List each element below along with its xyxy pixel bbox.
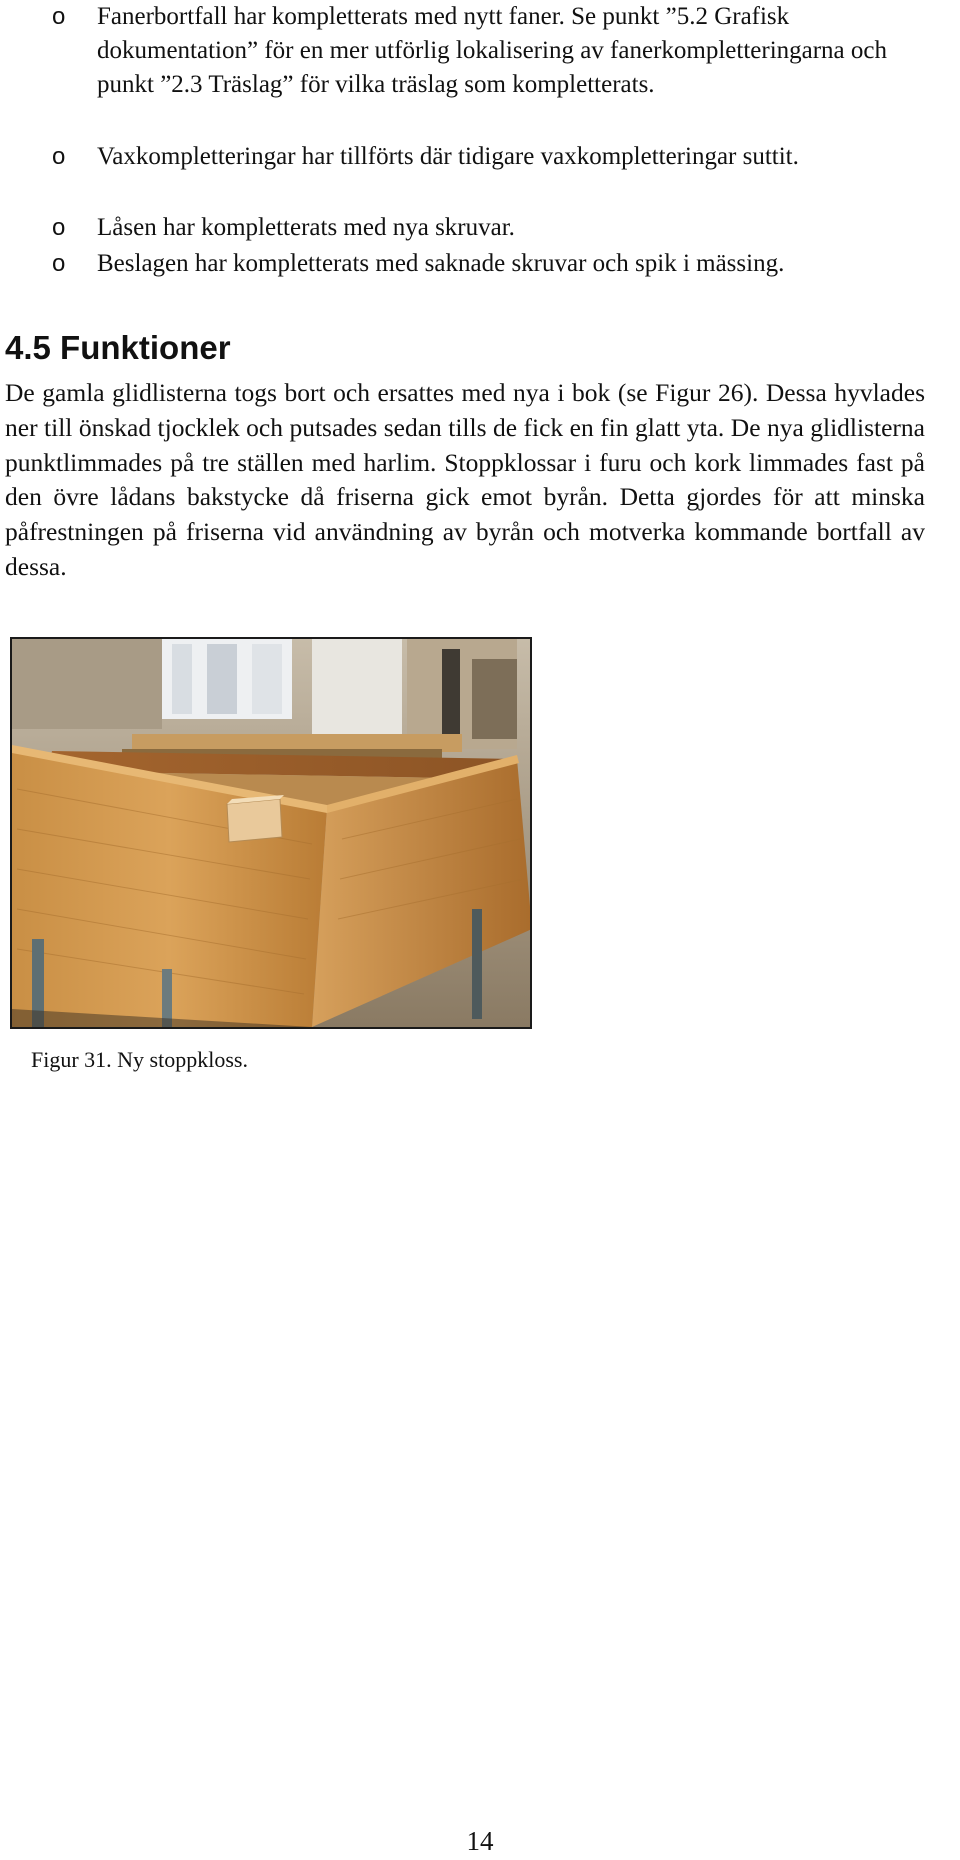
bullet-marker: o <box>52 143 66 170</box>
list-item <box>0 140 927 174</box>
page-number: 14 <box>466 1826 494 1856</box>
list-item-text: Låsen har kompletterats med nya skruvar. <box>97 214 515 241</box>
section-paragraph: De gamla glidlisterna togs bort och ersattes med nya i bok (se Figur 26). Dessa hyvlades ner till önskad tjocklek och putsades sedan tills de fick en fin glatt yta. De nya glidlisterna punktlimmades på tre ställen med harlim. Stoppklossar i furu och kork limmades fast på den övre lådans bakstycke då friserna gick emot byrån. Detta gjordes för att minska påfrestningen på friserna vid användning av byrån och motverka kommande bortfall av dessa. <box>5 378 925 581</box>
list-item <box>0 0 927 102</box>
photo-drawer-with-stop-block <box>12 639 530 1027</box>
list-item-text: Beslagen har kompletterats med saknade skruvar och spik i mässing. <box>97 250 785 277</box>
section-title: Funktioner <box>60 329 231 366</box>
figure-caption: Figur 31. Ny stoppkloss. <box>31 1047 248 1072</box>
bullet-marker: o <box>52 3 66 30</box>
list-item-text: Vaxkompletteringar har tillförts där tidigare vaxkompletteringar suttit. <box>97 143 799 170</box>
section-heading <box>5 328 231 368</box>
section-number: 4.5 <box>5 329 51 366</box>
list-item <box>0 247 927 281</box>
figure-photo <box>10 637 532 1029</box>
list-item <box>0 211 927 245</box>
list-item-text: Fanerbortfall har kompletterats med nytt faner. Se punkt ”5.2 Grafisk dokumentation” för en mer utförlig lokalisering av fanerkompletteringarna och punkt ”2.3 Träslag” för vilka träslag som kompletterats. <box>97 3 888 98</box>
bullet-marker: o <box>52 214 66 241</box>
bullet-marker: o <box>52 250 66 277</box>
